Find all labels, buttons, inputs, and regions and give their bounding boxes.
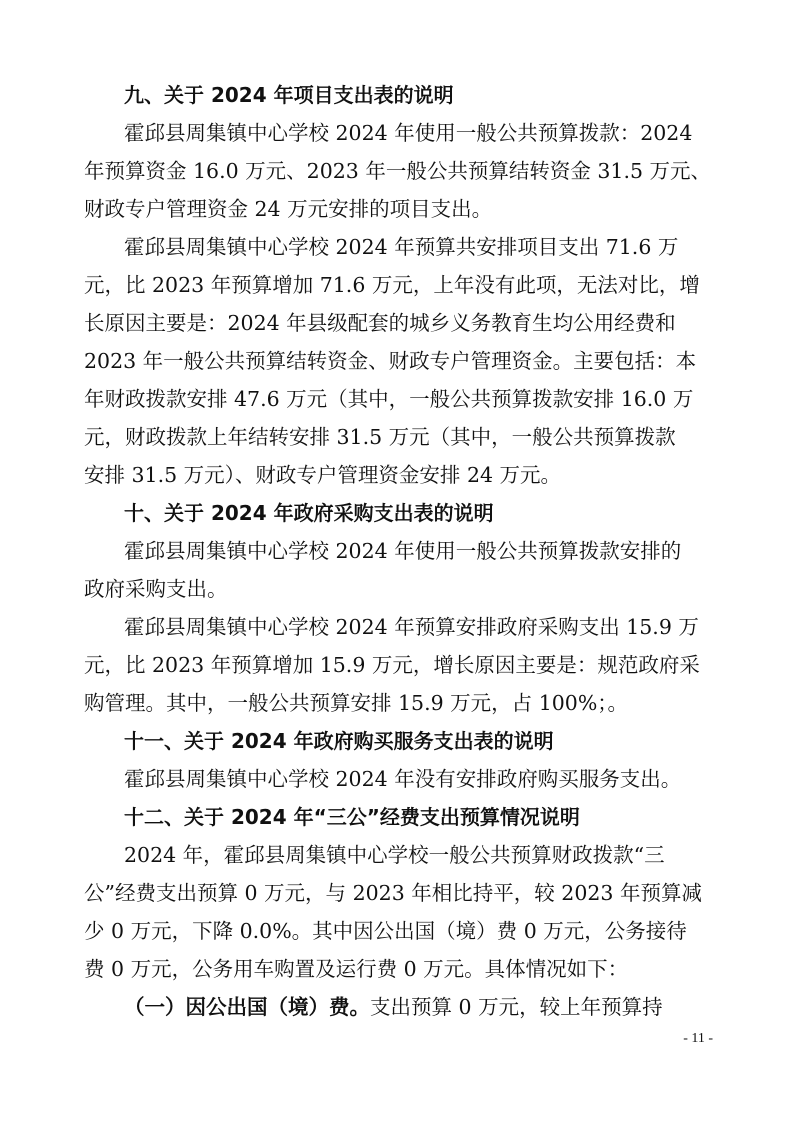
paragraph-line: 元，财政拨款上年结转安排 31.5 万元（其中，一般公共预算拨款 — [84, 425, 676, 449]
paragraph-line: 霍邱县周集镇中心学校 2024 年没有安排政府购买服务支出。 — [124, 767, 682, 791]
section-heading-12: 十二、关于 2024 年“三公”经费支出预算情况说明 — [124, 805, 580, 829]
paragraph-line: 年预算资金 16.0 万元、2023 年一般公共预算结转资金 31.5 万元、 — [84, 159, 712, 183]
section-heading-10: 十、关于 2024 年政府采购支出表的说明 — [124, 501, 494, 525]
page-number: - 11 - — [683, 1031, 713, 1046]
paragraph-line: 长原因主要是：2024 年县级配套的城乡义务教育生均公用经费和 — [84, 311, 676, 335]
paragraph-line: 2023 年一般公共预算结转资金、财政专户管理资金。主要包括：本 — [84, 349, 697, 373]
paragraph-line: 霍邱县周集镇中心学校 2024 年使用一般公共预算拨款：2024 — [124, 121, 693, 145]
subsection-text: 支出预算 0 万元，较上年预算持 — [370, 995, 663, 1019]
paragraph-line: 财政专户管理资金 24 万元安排的项目支出。 — [84, 197, 493, 221]
paragraph-line: 元，比 2023 年预算增加 71.6 万元，上年没有此项，无法对比，增 — [84, 273, 700, 297]
section-heading-11: 十一、关于 2024 年政府购买服务支出表的说明 — [124, 729, 554, 753]
paragraph-line: 安排 31.5 万元）、财政专户管理资金安排 24 万元。 — [84, 463, 562, 487]
paragraph-line: 公”经费支出预算 0 万元，与 2023 年相比持平，较 2023 年预算减 — [84, 881, 702, 905]
paragraph-line: 霍邱县周集镇中心学校 2024 年使用一般公共预算拨款安排的 — [124, 539, 682, 563]
paragraph-line: 政府采购支出。 — [84, 577, 228, 601]
paragraph-line: 购管理。其中，一般公共预算安排 15.9 万元，占 100%；。 — [84, 691, 629, 715]
paragraph-line: 2024 年，霍邱县周集镇中心学校一般公共预算财政拨款“三 — [124, 843, 665, 867]
paragraph-line: 霍邱县周集镇中心学校 2024 年预算共安排项目支出 71.6 万 — [124, 235, 679, 259]
paragraph-line: 年财政拨款安排 47.6 万元（其中，一般公共预算拨款安排 16.0 万 — [84, 387, 694, 411]
subsection-lead: （一）因公出国（境）费。 — [124, 995, 370, 1019]
paragraph-line: 霍邱县周集镇中心学校 2024 年预算安排政府采购支出 15.9 万 — [124, 615, 699, 639]
paragraph-line: 元，比 2023 年预算增加 15.9 万元，增长原因主要是：规范政府采 — [84, 653, 700, 677]
paragraph-line: 费 0 万元，公务用车购置及运行费 0 万元。具体情况如下： — [84, 957, 629, 981]
section-heading-9: 九、关于 2024 年项目支出表的说明 — [124, 83, 454, 107]
paragraph-line: 少 0 万元，下降 0.0%。其中因公出国（境）费 0 万元，公务接待 — [84, 919, 687, 943]
subsection-line — [124, 993, 714, 1021]
